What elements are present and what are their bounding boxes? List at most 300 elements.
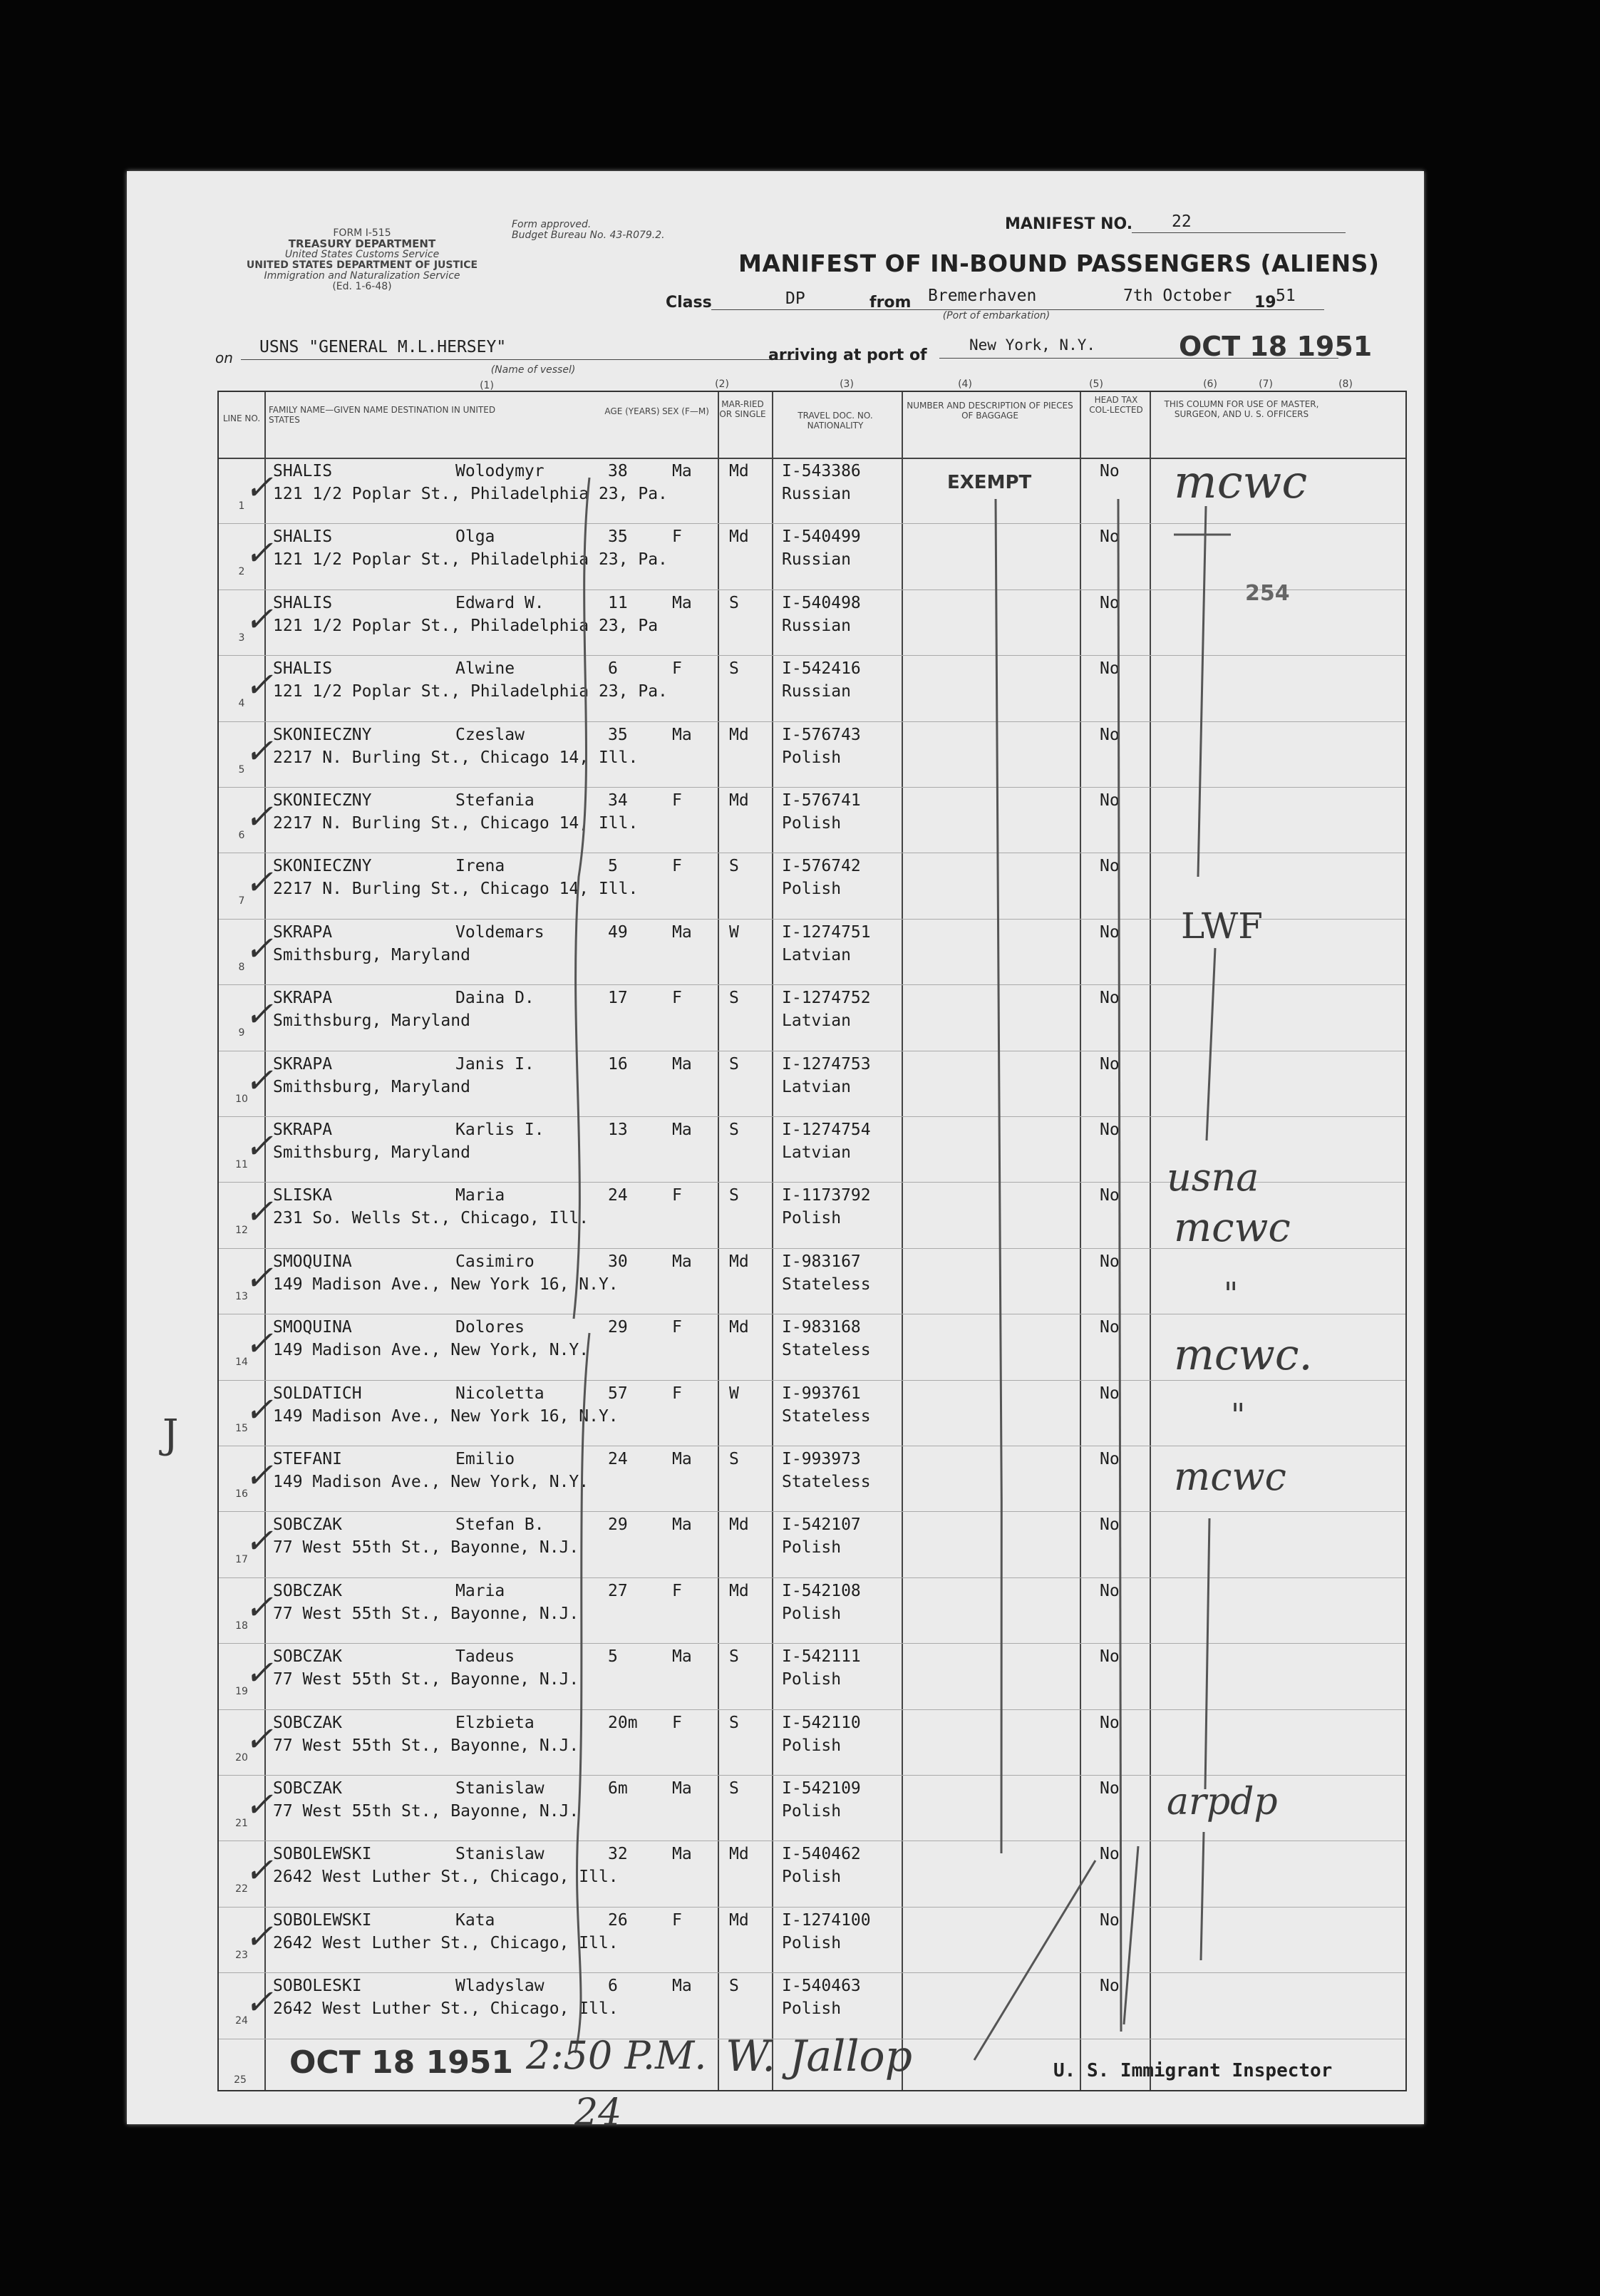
sex: Ma <box>672 725 692 744</box>
marital-status: S <box>729 659 739 679</box>
sex: Ma <box>672 922 692 942</box>
age: 11 <box>608 593 628 612</box>
head-tax: No <box>1100 1252 1120 1271</box>
marital-status: S <box>729 989 739 1008</box>
line-number: 15 <box>235 1422 248 1434</box>
manifest-no-label: MANIFEST NO. <box>1005 215 1133 233</box>
line-number: 19 <box>235 1686 248 1698</box>
age: 26 <box>608 1910 628 1930</box>
head-tax: No <box>1100 857 1120 876</box>
surname: STEFANI <box>273 1450 342 1468</box>
line-number: 13 <box>235 1290 248 1302</box>
check-mark: ✓ <box>244 731 274 771</box>
manifest-no-value: 22 <box>1172 212 1192 231</box>
nationality: Polish <box>782 748 842 767</box>
budget-bureau: Budget Bureau No. 43-R079.2. <box>512 230 665 241</box>
line-number: 16 <box>235 1488 248 1500</box>
check-mark: ✓ <box>244 1060 274 1101</box>
check-mark: ✓ <box>244 468 274 508</box>
form-id-block <box>212 228 512 292</box>
travel-doc-number: I-543386 <box>782 462 861 480</box>
given-name: Maria <box>455 1581 505 1600</box>
surname: SMOQUINA <box>273 1252 352 1271</box>
year-value: 51 <box>1276 287 1296 305</box>
line-number: 18 <box>235 1620 248 1632</box>
sex: Ma <box>672 1054 692 1074</box>
nationality: Polish <box>782 1933 842 1952</box>
travel-doc-number: I-1274754 <box>782 1121 871 1139</box>
destination-address: 2642 West Luther St., Chicago, Ill. <box>273 1933 619 1952</box>
form-approved: Form approved. <box>512 219 592 230</box>
sex: F <box>672 659 682 679</box>
nationality: Latvian <box>782 945 851 964</box>
age: 6m <box>608 1779 628 1798</box>
col-number-7: (7) <box>1259 379 1273 390</box>
destination-address: 121 1/2 Poplar St., Philadelphia 23, Pa. <box>273 550 668 570</box>
baggage-line <box>996 499 1001 1853</box>
head-tax: No <box>1100 1845 1120 1864</box>
nationality: Polish <box>782 814 842 833</box>
destination-address: 149 Madison Ave., New York 16, N.Y. <box>273 1275 619 1294</box>
travel-doc-number: I-542111 <box>782 1647 861 1667</box>
destination-address: 77 West 55th St., Bayonne, N.J. <box>273 1670 579 1689</box>
marital-status: S <box>729 1054 739 1074</box>
travel-doc-number: I-576742 <box>782 857 861 876</box>
nationality: Polish <box>782 1999 842 2019</box>
travel-doc-number: I-1274753 <box>782 1054 871 1074</box>
surname: SHALIS <box>273 659 333 679</box>
nationality: Stateless <box>782 1341 871 1360</box>
sex: F <box>672 527 682 547</box>
surname: SMOQUINA <box>273 1318 352 1337</box>
nationality: Polish <box>782 1868 842 1887</box>
travel-doc-number: I-540462 <box>782 1845 861 1864</box>
nationality: Stateless <box>782 1275 871 1294</box>
head-tax: No <box>1100 593 1120 612</box>
marital-status: S <box>729 593 739 612</box>
nationality: Latvian <box>782 1077 851 1096</box>
surname: SOLDATICH <box>273 1384 362 1403</box>
port-underline <box>939 358 1338 359</box>
destination-address: 149 Madison Ave., New York 16, N.Y. <box>273 1406 619 1426</box>
check-mark: ✓ <box>244 797 274 837</box>
travel-doc-number: I-576741 <box>782 791 861 810</box>
head-tax: No <box>1100 1054 1120 1074</box>
officer-note-row1: mcwc <box>1174 456 1308 509</box>
check-mark: ✓ <box>244 1389 274 1430</box>
destination-address: 77 West 55th St., Bayonne, N.J. <box>273 1604 579 1623</box>
travel-doc-number: I-993761 <box>782 1384 861 1403</box>
check-mark: ✓ <box>244 533 274 574</box>
sex: Ma <box>672 1121 692 1139</box>
given-name: Elzbieta <box>455 1713 535 1732</box>
officer-note-row17: mcwc <box>1174 1454 1286 1499</box>
destination-address: Smithsburg, Maryland <box>273 1143 470 1162</box>
manifest-title: MANIFEST OF IN-BOUND PASSENGERS (ALIENS) <box>738 249 1380 277</box>
head-tax: No <box>1100 1779 1120 1798</box>
line-number: 14 <box>235 1357 248 1369</box>
sex: F <box>672 1910 682 1930</box>
head-tax: No <box>1100 1121 1120 1139</box>
nationality: Russian <box>782 616 851 635</box>
marital-status: S <box>729 1450 739 1468</box>
col-number-3: (3) <box>840 379 854 390</box>
given-name: Maria <box>455 1186 505 1205</box>
bracket-stroke <box>574 478 589 1319</box>
given-name: Wolodymyr <box>455 462 544 480</box>
col-number-1: (1) <box>480 380 494 391</box>
head-tax: No <box>1100 922 1120 942</box>
page-count-note: 24 <box>574 2091 622 2134</box>
given-name: Stanislaw <box>455 1779 544 1798</box>
travel-doc-number: I-983167 <box>782 1252 861 1271</box>
officer-note-row22: arpdp <box>1167 1781 1278 1823</box>
departure-date: 7th October <box>1123 287 1232 305</box>
check-mark: ✓ <box>244 1982 274 2023</box>
age: 5 <box>608 1647 618 1667</box>
col-number-5: (5) <box>1089 379 1103 390</box>
line-number: 24 <box>235 2015 248 2027</box>
nationality: Polish <box>782 880 842 899</box>
given-name: Alwine <box>455 659 515 679</box>
form-number: FORM I-515 <box>333 227 391 239</box>
check-mark: ✓ <box>244 1587 274 1627</box>
nationality: Latvian <box>782 1011 851 1031</box>
surname: SOBCZAK <box>273 1581 342 1600</box>
footer-time-note: 2:50 P.M. <box>526 2033 707 2078</box>
marital-status: Md <box>729 1845 749 1864</box>
line-number: 9 <box>238 1027 245 1039</box>
head-tax: No <box>1100 989 1120 1008</box>
manifest-sheet <box>127 171 1424 2134</box>
nationality: Polish <box>782 1670 842 1689</box>
marital-status: S <box>729 1779 739 1798</box>
head-tax: No <box>1100 659 1120 679</box>
head-tax: No <box>1100 725 1120 744</box>
officer-note-row15: mcwc. <box>1174 1330 1313 1380</box>
head-tax: No <box>1100 527 1120 547</box>
age: 30 <box>608 1252 628 1271</box>
sex: F <box>672 1384 682 1403</box>
given-name: Voldemars <box>455 922 544 942</box>
travel-doc-number: I-993973 <box>782 1450 861 1468</box>
sex: Ma <box>672 1450 692 1468</box>
officer-line <box>1205 1518 1209 1789</box>
line-number: 3 <box>238 632 245 644</box>
surname: SOBOLEWSKI <box>273 1910 372 1930</box>
travel-doc-number: I-542107 <box>782 1515 861 1535</box>
check-mark: ✓ <box>244 1719 274 1759</box>
destination-address: 121 1/2 Poplar St., Philadelphia 23, Pa <box>273 616 659 635</box>
age: 16 <box>608 1054 628 1074</box>
line-number: 1 <box>238 500 245 512</box>
col-header-baggage: NUMBER AND DESCRIPTION OF PIECES OF BAGGAGE <box>907 401 1073 421</box>
marital-status: S <box>729 1186 739 1205</box>
nationality: Polish <box>782 1802 842 1821</box>
surname: SLISKA <box>273 1186 333 1205</box>
sex: F <box>672 857 682 876</box>
sex: F <box>672 1186 682 1205</box>
check-mark: ✓ <box>244 994 274 1035</box>
footer-date-stamp: OCT 18 1951 <box>289 2044 514 2081</box>
travel-doc-number: I-542108 <box>782 1581 861 1600</box>
customs-service: United States Customs Service <box>284 249 440 260</box>
marital-status: Md <box>729 791 749 810</box>
destination-address: 231 So. Wells St., Chicago, Ill. <box>273 1209 589 1228</box>
col-header-travel: TRAVEL DOC. NO. NATIONALITY <box>798 411 873 431</box>
head-tax: No <box>1100 1384 1120 1403</box>
officer-line <box>1201 1832 1204 1960</box>
surname: SOBCZAK <box>273 1779 342 1798</box>
given-name: Janis I. <box>455 1054 535 1074</box>
given-name: Stefan B. <box>455 1515 544 1535</box>
sex: Ma <box>672 1845 692 1864</box>
age: 29 <box>608 1515 628 1535</box>
sex: Ma <box>672 1977 692 1996</box>
age: 5 <box>608 857 618 876</box>
destination-address: 149 Madison Ave., New York, N.Y. <box>273 1473 589 1491</box>
tax-line <box>1118 499 1122 2032</box>
given-name: Karlis I. <box>455 1121 544 1139</box>
surname: SKONIECZNY <box>273 725 372 744</box>
arrival-port: New York, N.Y. <box>969 336 1096 354</box>
age: 13 <box>608 1121 628 1139</box>
nationality: Russian <box>782 485 851 503</box>
age: 27 <box>608 1581 628 1600</box>
head-tax: No <box>1100 791 1120 810</box>
travel-doc-number: I-1274751 <box>782 922 871 942</box>
check-mark: ✓ <box>244 863 274 903</box>
age: 17 <box>608 989 628 1008</box>
travel-doc-number: I-540499 <box>782 527 861 547</box>
surname: SKRAPA <box>273 989 333 1008</box>
line-number: 6 <box>238 830 245 841</box>
travel-doc-number: I-542416 <box>782 659 861 679</box>
embarkation-caption: (Port of embarkation) <box>942 310 1051 321</box>
marital-status: W <box>729 1384 739 1403</box>
age: 29 <box>608 1318 628 1337</box>
col-header-name: FAMILY NAME—GIVEN NAME DESTINATION IN UNITED STATES <box>269 405 496 425</box>
head-tax: No <box>1100 1713 1120 1732</box>
line-number: 2 <box>238 566 245 578</box>
check-mark: ✓ <box>244 1521 274 1562</box>
bracket-stroke <box>575 1333 589 2053</box>
destination-address: 2642 West Luther St., Chicago, Ill. <box>273 1868 619 1887</box>
col-number-8: (8) <box>1338 379 1353 390</box>
age: 38 <box>608 462 628 480</box>
age: 6 <box>608 1977 618 1996</box>
officer-line <box>1198 506 1206 877</box>
class-label: Class <box>666 294 712 312</box>
nationality: Latvian <box>782 1143 851 1162</box>
marital-status: Md <box>729 725 749 744</box>
treasury-dept: TREASURY DEPARTMENT <box>288 237 436 250</box>
nationality: Polish <box>782 1604 842 1623</box>
given-name: Kata <box>455 1910 495 1930</box>
surname: SHALIS <box>273 593 333 612</box>
col-header-married: MAR-RIED OR SINGLE <box>719 399 766 419</box>
form-edition: (Ed. 1-6-48) <box>332 281 392 292</box>
destination-address: 77 West 55th St., Bayonne, N.J. <box>273 1802 579 1821</box>
surname: SKONIECZNY <box>273 857 372 876</box>
passenger-table <box>217 391 1407 2091</box>
head-tax: No <box>1100 1186 1120 1205</box>
given-name: Nicoletta <box>455 1384 544 1403</box>
year-prefix: 19 <box>1254 294 1276 312</box>
nationality: Russian <box>782 682 851 701</box>
age: 24 <box>608 1450 628 1468</box>
sex: F <box>672 989 682 1008</box>
surname: SOBOLEWSKI <box>273 1845 372 1864</box>
given-name: Olga <box>455 527 495 547</box>
given-name: Stanislaw <box>455 1845 544 1864</box>
nationality: Polish <box>782 1538 842 1558</box>
marital-status: Md <box>729 527 749 547</box>
marital-status: Md <box>729 1252 749 1271</box>
age: 35 <box>608 725 628 744</box>
surname: SHALIS <box>273 527 333 547</box>
arrival-date-stamp: OCT 18 1951 <box>1179 331 1373 362</box>
given-name: Czeslaw <box>455 725 525 744</box>
given-name: Emilio <box>455 1450 515 1468</box>
head-tax: No <box>1100 1581 1120 1600</box>
marital-status: Md <box>729 1318 749 1337</box>
sex: Ma <box>672 1647 692 1667</box>
given-name: Casimiro <box>455 1252 535 1271</box>
destination-address: 2217 N. Burling St., Chicago 14, Ill. <box>273 880 639 899</box>
head-tax: No <box>1100 1977 1120 1996</box>
destination-address: 2642 West Luther St., Chicago, Ill. <box>273 1999 619 2019</box>
destination-address: Smithsburg, Maryland <box>273 1077 470 1096</box>
given-name: Tadeus <box>455 1647 515 1667</box>
baggage-exempt-stamp: EXEMPT <box>947 472 1032 493</box>
travel-doc-number: I-1274100 <box>782 1910 871 1930</box>
line-number: 20 <box>235 1751 248 1764</box>
sex: F <box>672 791 682 810</box>
from-value: Bremerhaven <box>928 287 1037 305</box>
check-mark: ✓ <box>244 599 274 639</box>
col-header-age: AGE (YEARS) <box>604 406 660 416</box>
travel-doc-number: I-1274752 <box>782 989 871 1008</box>
check-mark: ✓ <box>244 928 274 969</box>
officer-note-row16: " <box>1231 1397 1246 1433</box>
destination-address: 2217 N. Burling St., Chicago 14, Ill. <box>273 814 639 833</box>
nationality: Polish <box>782 1209 842 1228</box>
given-name: Irena <box>455 857 505 876</box>
col-header-tax: HEAD TAX COL-LECTED <box>1089 395 1143 415</box>
marital-status: Md <box>729 1581 749 1600</box>
check-mark: ✓ <box>244 1456 274 1496</box>
marital-status: Md <box>729 1515 749 1535</box>
surname: SOBOLESKI <box>273 1977 362 1996</box>
destination-address: Smithsburg, Maryland <box>273 945 470 964</box>
destination-address: 149 Madison Ave., New York, N.Y. <box>273 1341 589 1360</box>
arriving-label: arriving at port of <box>768 346 927 364</box>
class-line-underline <box>711 309 1324 310</box>
marital-status: S <box>729 1713 739 1732</box>
marital-status: Md <box>729 1910 749 1930</box>
col-number-4: (4) <box>958 379 972 390</box>
check-mark: ✓ <box>244 1192 274 1232</box>
line-number: 17 <box>235 1554 248 1566</box>
destination-address: 121 1/2 Poplar St., Philadelphia 23, Pa. <box>273 682 668 701</box>
line-number: 22 <box>235 1883 248 1895</box>
age: 49 <box>608 922 628 942</box>
manifest-no-underline <box>1132 232 1346 233</box>
nationality: Russian <box>782 550 851 570</box>
head-tax: No <box>1100 1515 1120 1535</box>
surname: SKRAPA <box>273 1121 333 1139</box>
age: 57 <box>608 1384 628 1403</box>
marital-status: Md <box>729 462 749 480</box>
line-number: 10 <box>235 1093 248 1105</box>
age: 35 <box>608 527 628 547</box>
col-header-sex: SEX (F—M) <box>662 406 709 416</box>
travel-doc-number: I-542109 <box>782 1779 861 1798</box>
inspector-signature: W. Jallop <box>726 2032 913 2081</box>
check-mark: ✓ <box>244 1653 274 1694</box>
col-number-6: (6) <box>1203 379 1217 390</box>
on-label: on <box>215 349 233 366</box>
officer-note-row14: " <box>1224 1276 1239 1312</box>
vessel-name: USNS "GENERAL M.L.HERSEY" <box>259 338 507 356</box>
line-number: 7 <box>238 895 245 907</box>
marital-status: S <box>729 1647 739 1667</box>
class-value: DP <box>785 289 805 308</box>
head-tax: No <box>1100 1647 1120 1667</box>
approval-block <box>512 220 811 241</box>
travel-doc-number: I-540498 <box>782 593 861 612</box>
age: 24 <box>608 1186 628 1205</box>
destination-address: 77 West 55th St., Bayonne, N.J. <box>273 1538 579 1558</box>
check-mark: ✓ <box>244 1850 274 1891</box>
officer-note-row13: mcwc <box>1174 1205 1291 1251</box>
marital-status: W <box>729 922 739 942</box>
line-number: 8 <box>238 961 245 973</box>
marital-status: S <box>729 857 739 876</box>
age: 6 <box>608 659 618 679</box>
destination-address: 2217 N. Burling St., Chicago 14, Ill. <box>273 748 639 767</box>
from-label: from <box>869 294 912 312</box>
officer-line <box>1207 948 1215 1141</box>
nationality: Stateless <box>782 1473 871 1491</box>
travel-doc-number: I-540463 <box>782 1977 861 1996</box>
col-number-2: (2) <box>715 379 729 390</box>
col-header-line: LINE NO. <box>222 413 261 423</box>
check-mark: ✓ <box>244 1785 274 1825</box>
travel-doc-number: I-1173792 <box>782 1186 871 1205</box>
line-number: 5 <box>238 763 245 776</box>
given-name: Edward W. <box>455 593 544 612</box>
age: 32 <box>608 1845 628 1864</box>
check-mark: ✓ <box>244 1257 274 1298</box>
sex: Ma <box>672 593 692 612</box>
immigration-service: Immigration and Naturalization Service <box>264 270 460 282</box>
head-tax: No <box>1100 1318 1120 1337</box>
surname: SKRAPA <box>273 1054 333 1074</box>
line-number: 12 <box>235 1225 248 1237</box>
check-mark: ✓ <box>244 665 274 706</box>
age: 34 <box>608 791 628 810</box>
line-number: 21 <box>235 1818 248 1829</box>
head-tax: No <box>1100 1910 1120 1930</box>
given-name: Dolores <box>455 1318 525 1337</box>
line-number: 4 <box>238 698 245 710</box>
line-25-number: 25 <box>234 2074 247 2086</box>
surname: SOBCZAK <box>273 1713 342 1732</box>
justice-dept: UNITED STATES DEPARTMENT OF JUSTICE <box>246 259 478 271</box>
line-number: 23 <box>235 1949 248 1961</box>
